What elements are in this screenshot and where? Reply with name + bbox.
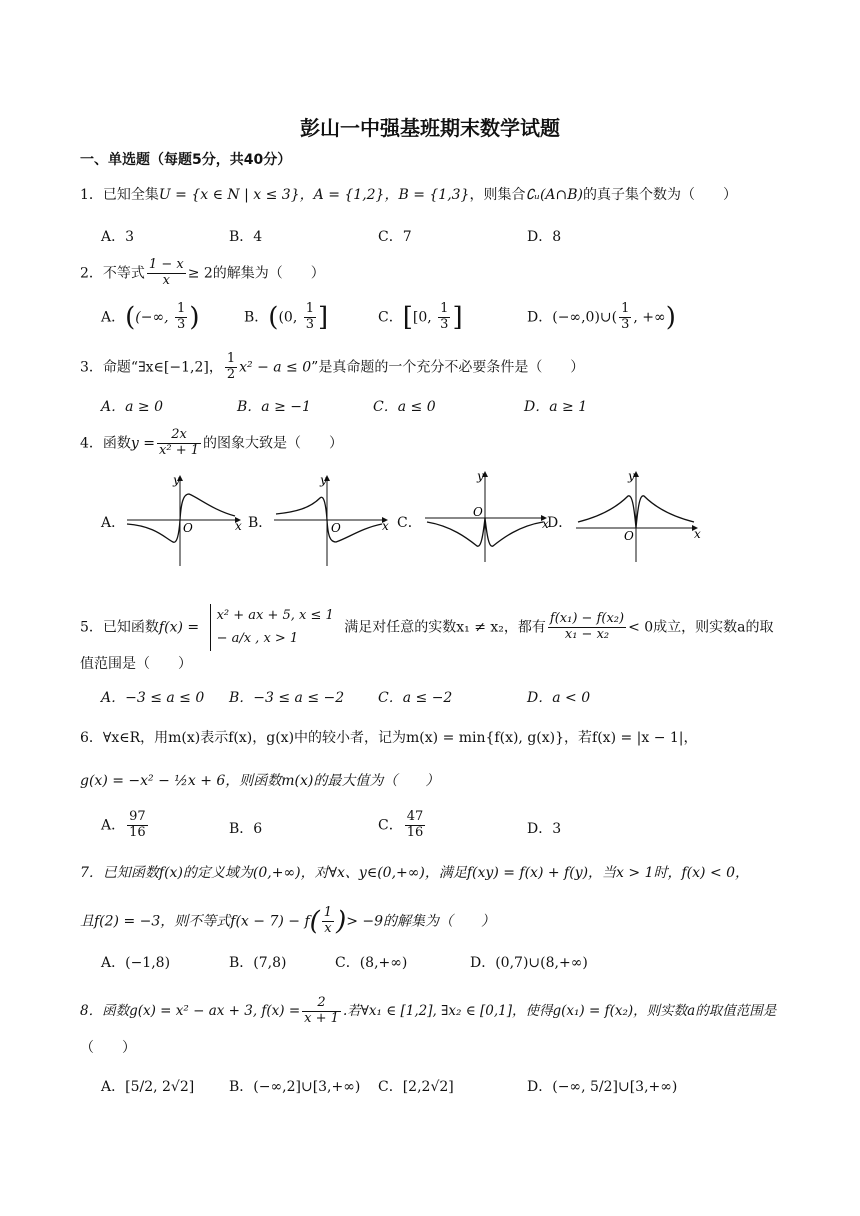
q4-a-origin-label: O [183, 521, 193, 535]
q6-line-2: g(x) = −x² − ½x + 6，则函数m(x)的最大值为（ ） [80, 773, 440, 789]
q4-a-y-label: y [173, 473, 180, 487]
q2-opt-frac: $\frac{1}{3}$ [440, 301, 449, 332]
q8-opt-label: D． [527, 1079, 553, 1095]
q6-option-a[interactable] [101, 810, 150, 841]
q5-text: 5．已知函数 [80, 619, 159, 636]
q2-opt-label: C． [378, 309, 403, 326]
q4-d-y-label: y [628, 469, 635, 483]
q6-frac-num: 47 [406, 809, 424, 824]
q4-text: 的图象大致是（ ） [203, 435, 343, 452]
q7-text: 且f(2) = −3，则不等式f(x − 7) − f [80, 913, 310, 930]
q3-option-b[interactable]: B．a ≥ −1 [237, 399, 311, 415]
q8-option-c[interactable]: C．[2,2√2] [378, 1079, 454, 1095]
q4-graph-d[interactable] [574, 466, 704, 566]
q4-b-origin-label: O [331, 521, 341, 535]
q3-half: $\frac{1}{2}$ [226, 351, 236, 382]
q4-c-origin-label: O [473, 505, 483, 519]
q2-option-b[interactable] [244, 302, 328, 333]
q4-option-b[interactable]: B． [248, 515, 273, 531]
q8-frac-den: x + 1 [304, 1010, 339, 1026]
q3-option-d[interactable]: D．a ≥ 1 [524, 399, 588, 415]
q4-b-y-label: y [320, 473, 327, 487]
q3-math: x² − a ≤ 0 [239, 359, 312, 376]
question-6: 6．∀x∈R，用m(x)表示f(x)，g(x)中的较小者，记为m(x) = min{f(x), g(x)}，若f(x) = |x − 1|， [80, 730, 698, 746]
q2-frac-den: x [162, 272, 170, 288]
q2-paren: ) [665, 302, 676, 333]
q4-graph-b[interactable] [272, 470, 390, 570]
q3-option-c[interactable]: C．a ≤ 0 [373, 399, 436, 415]
q5-line-2: 值范围是（ ） [80, 656, 192, 672]
q2-opt-frac: $\frac{1}{3}$ [305, 301, 315, 332]
q4-d-x-label: x [694, 527, 701, 541]
q4-frac-num: 2x [157, 428, 201, 444]
q5-option-d[interactable]: D．a < 0 [527, 690, 591, 706]
q6-frac-den: 16 [406, 824, 424, 840]
q4-d-origin-label: O [624, 529, 634, 543]
q8-fraction [302, 996, 341, 1027]
q4-text: 4．函数 [80, 435, 131, 452]
q2-paren: ) [189, 302, 200, 333]
q1-math: ∁ᵤ(A∩B) [525, 187, 584, 203]
q8-text: 8．函数g(x) = x² − ax + 3, f(x) = [80, 1002, 301, 1019]
q7-option-d[interactable]: D．(0,7)∪(8,+∞) [470, 955, 588, 971]
q6-frac-num: 97 [129, 809, 146, 824]
q2-paren: ( [268, 302, 279, 333]
q6-opt-c-frac [405, 810, 426, 841]
q8-option-d[interactable] [527, 1076, 677, 1096]
q2-option-d[interactable]: D．(−∞,0)∪( $\frac{1}{3}$ , +∞) [527, 301, 676, 333]
q8-option-a[interactable] [101, 1076, 194, 1096]
q2-opt-frac: $\frac{1}{3}$ [621, 301, 630, 332]
q2-fraction [147, 258, 186, 289]
q4-option-c[interactable]: C． [397, 515, 422, 531]
q5-math: f(x) = [158, 619, 200, 636]
q4-c-y-label: y [477, 469, 484, 483]
q3-text: 3．命题“∃x∈[−1,2]， [80, 359, 223, 376]
q8-option-b[interactable]: B．(−∞,2]∪[3,+∞) [229, 1079, 361, 1095]
q5-case-2: − a/x , x > 1 [216, 631, 299, 647]
question-5 [80, 604, 774, 651]
q4-a-x-label: x [235, 519, 242, 533]
q7-line-2 [80, 906, 495, 937]
q1-option-c[interactable]: C．7 [378, 229, 412, 245]
q2-paren: ] [452, 302, 463, 333]
q2-paren: ] [318, 302, 329, 333]
q4-fraction [157, 428, 201, 459]
q4-math: y = [130, 435, 156, 452]
q8-line-2: （ ） [80, 1040, 136, 1056]
q2-opt-math: (−∞, [135, 309, 174, 326]
q2-paren: [ [402, 302, 413, 333]
q4-option-a[interactable]: A． [101, 515, 126, 531]
q3-text: ”是真命题的一个充分不必要条件是（ ） [311, 359, 585, 376]
q6-option-d[interactable]: D．3 [527, 821, 562, 837]
q8-opt-d-math: (−∞, 5/2]∪[3,+∞) [552, 1079, 678, 1095]
q5-text: 满足对任意的实数x₁ ≠ x₂，都有 [344, 619, 546, 636]
q6-option-c[interactable] [378, 810, 427, 841]
q1-option-d[interactable]: D．8 [527, 229, 562, 245]
q2-option-c[interactable] [378, 302, 463, 333]
q7-paren: ) [336, 906, 347, 937]
section-heading: 一、单选题（每题5分，共40分） [80, 152, 292, 168]
q7-option-a[interactable]: A．(−1,8) [101, 955, 171, 971]
q2-opt-frac: $\frac{1}{3}$ [177, 301, 186, 332]
q8-text: .若∀x₁ ∈ [1,2], ∃x₂ ∈ [0,1]，使得g(x₁) = f(x₂)，则实数a的取值范围是 [342, 1002, 777, 1019]
q7-option-c[interactable]: C．(8,+∞) [335, 955, 408, 971]
q6-opt-label: C． [378, 817, 403, 834]
q4-b-x-label: x [382, 519, 389, 533]
q2-opt-math: (−∞,0)∪( [552, 309, 618, 326]
q6-option-b[interactable]: B．6 [229, 821, 263, 837]
question-7: 7．已知函数f(x)的定义域为(0,+∞)，对∀x、y∈(0,+∞)，满足f(xy) = f(x) + f(y)，当x > 1时，f(x) < 0， [80, 865, 750, 881]
q1-math: U = {x ∈ N | x ≤ 3} [158, 187, 300, 203]
q1-text: ，则集合 [469, 187, 526, 203]
q4-frac-den: x² + 1 [159, 442, 199, 458]
q6-opt-label: A． [101, 817, 126, 834]
q2-option-a[interactable] [101, 302, 199, 333]
q3-option-a[interactable]: A．a ≥ 0 [101, 399, 163, 415]
q2-text: 2．不等式 [80, 265, 145, 282]
q2-opt-math: [0, [412, 309, 437, 326]
q5-text: < 0成立，则实数a的取 [628, 619, 774, 636]
q2-opt-label: D． [527, 309, 553, 326]
q1-text: 1．已知全集 [80, 187, 159, 203]
question-3 [80, 352, 584, 383]
q2-opt-label: A． [101, 309, 126, 326]
page-title: 彭山一中强基班期末数学试题 [300, 116, 560, 140]
q5-option-a[interactable]: A．−3 ≤ a ≤ 0 [101, 690, 205, 706]
q5-fraction [548, 612, 626, 643]
q5-frac-num: f(x₁) − f(x₂) [549, 610, 625, 626]
q4-graph-c[interactable] [423, 466, 551, 566]
question-4 [80, 428, 343, 459]
q1-math: ，A = {1,2}，B = {1,3} [299, 187, 470, 203]
q4-graph-a[interactable] [125, 470, 243, 570]
q7-paren: ( [309, 906, 320, 937]
q8-frac-num: 2 [302, 996, 341, 1012]
q7-fraction: $\frac{1}{x}$ [323, 905, 333, 936]
q2-text: 的解集为（ ） [212, 265, 325, 282]
q6-frac-den: 16 [129, 824, 146, 840]
q7-text: > −9的解集为（ ） [346, 913, 496, 930]
q5-option-b[interactable]: B．−3 ≤ a ≤ −2 [229, 690, 345, 706]
q6-opt-a-frac [127, 810, 148, 841]
q5-option-c[interactable]: C．a ≤ −2 [378, 690, 453, 706]
q1-text: 的真子集个数为（ ） [583, 187, 738, 203]
q5-frac-den: x₁ − x₂ [564, 626, 610, 642]
q1-option-a[interactable]: A．3 [101, 229, 135, 245]
q2-frac-num: 1 − x [148, 257, 184, 272]
q4-c-x-label: x [542, 517, 549, 531]
q2-paren: ( [125, 302, 136, 333]
q2-math: ≥ 2 [187, 265, 213, 282]
q7-option-b[interactable]: B．(7,8) [229, 955, 287, 971]
q8-opt-a-math: [5/2, 2√2] [125, 1079, 195, 1095]
q4-option-d[interactable]: D． [547, 515, 573, 531]
q2-opt-math: (0, [278, 309, 302, 326]
q2-opt-label: B． [244, 309, 269, 326]
q8-opt-label: A． [101, 1079, 126, 1095]
q1-option-b[interactable]: B．4 [229, 229, 263, 245]
q5-case-1: x² + ax + 5, x ≤ 1 [216, 608, 334, 623]
q5-piecewise [210, 604, 334, 651]
question-2 [80, 258, 325, 289]
question-1 [80, 184, 737, 204]
question-8 [80, 996, 776, 1027]
